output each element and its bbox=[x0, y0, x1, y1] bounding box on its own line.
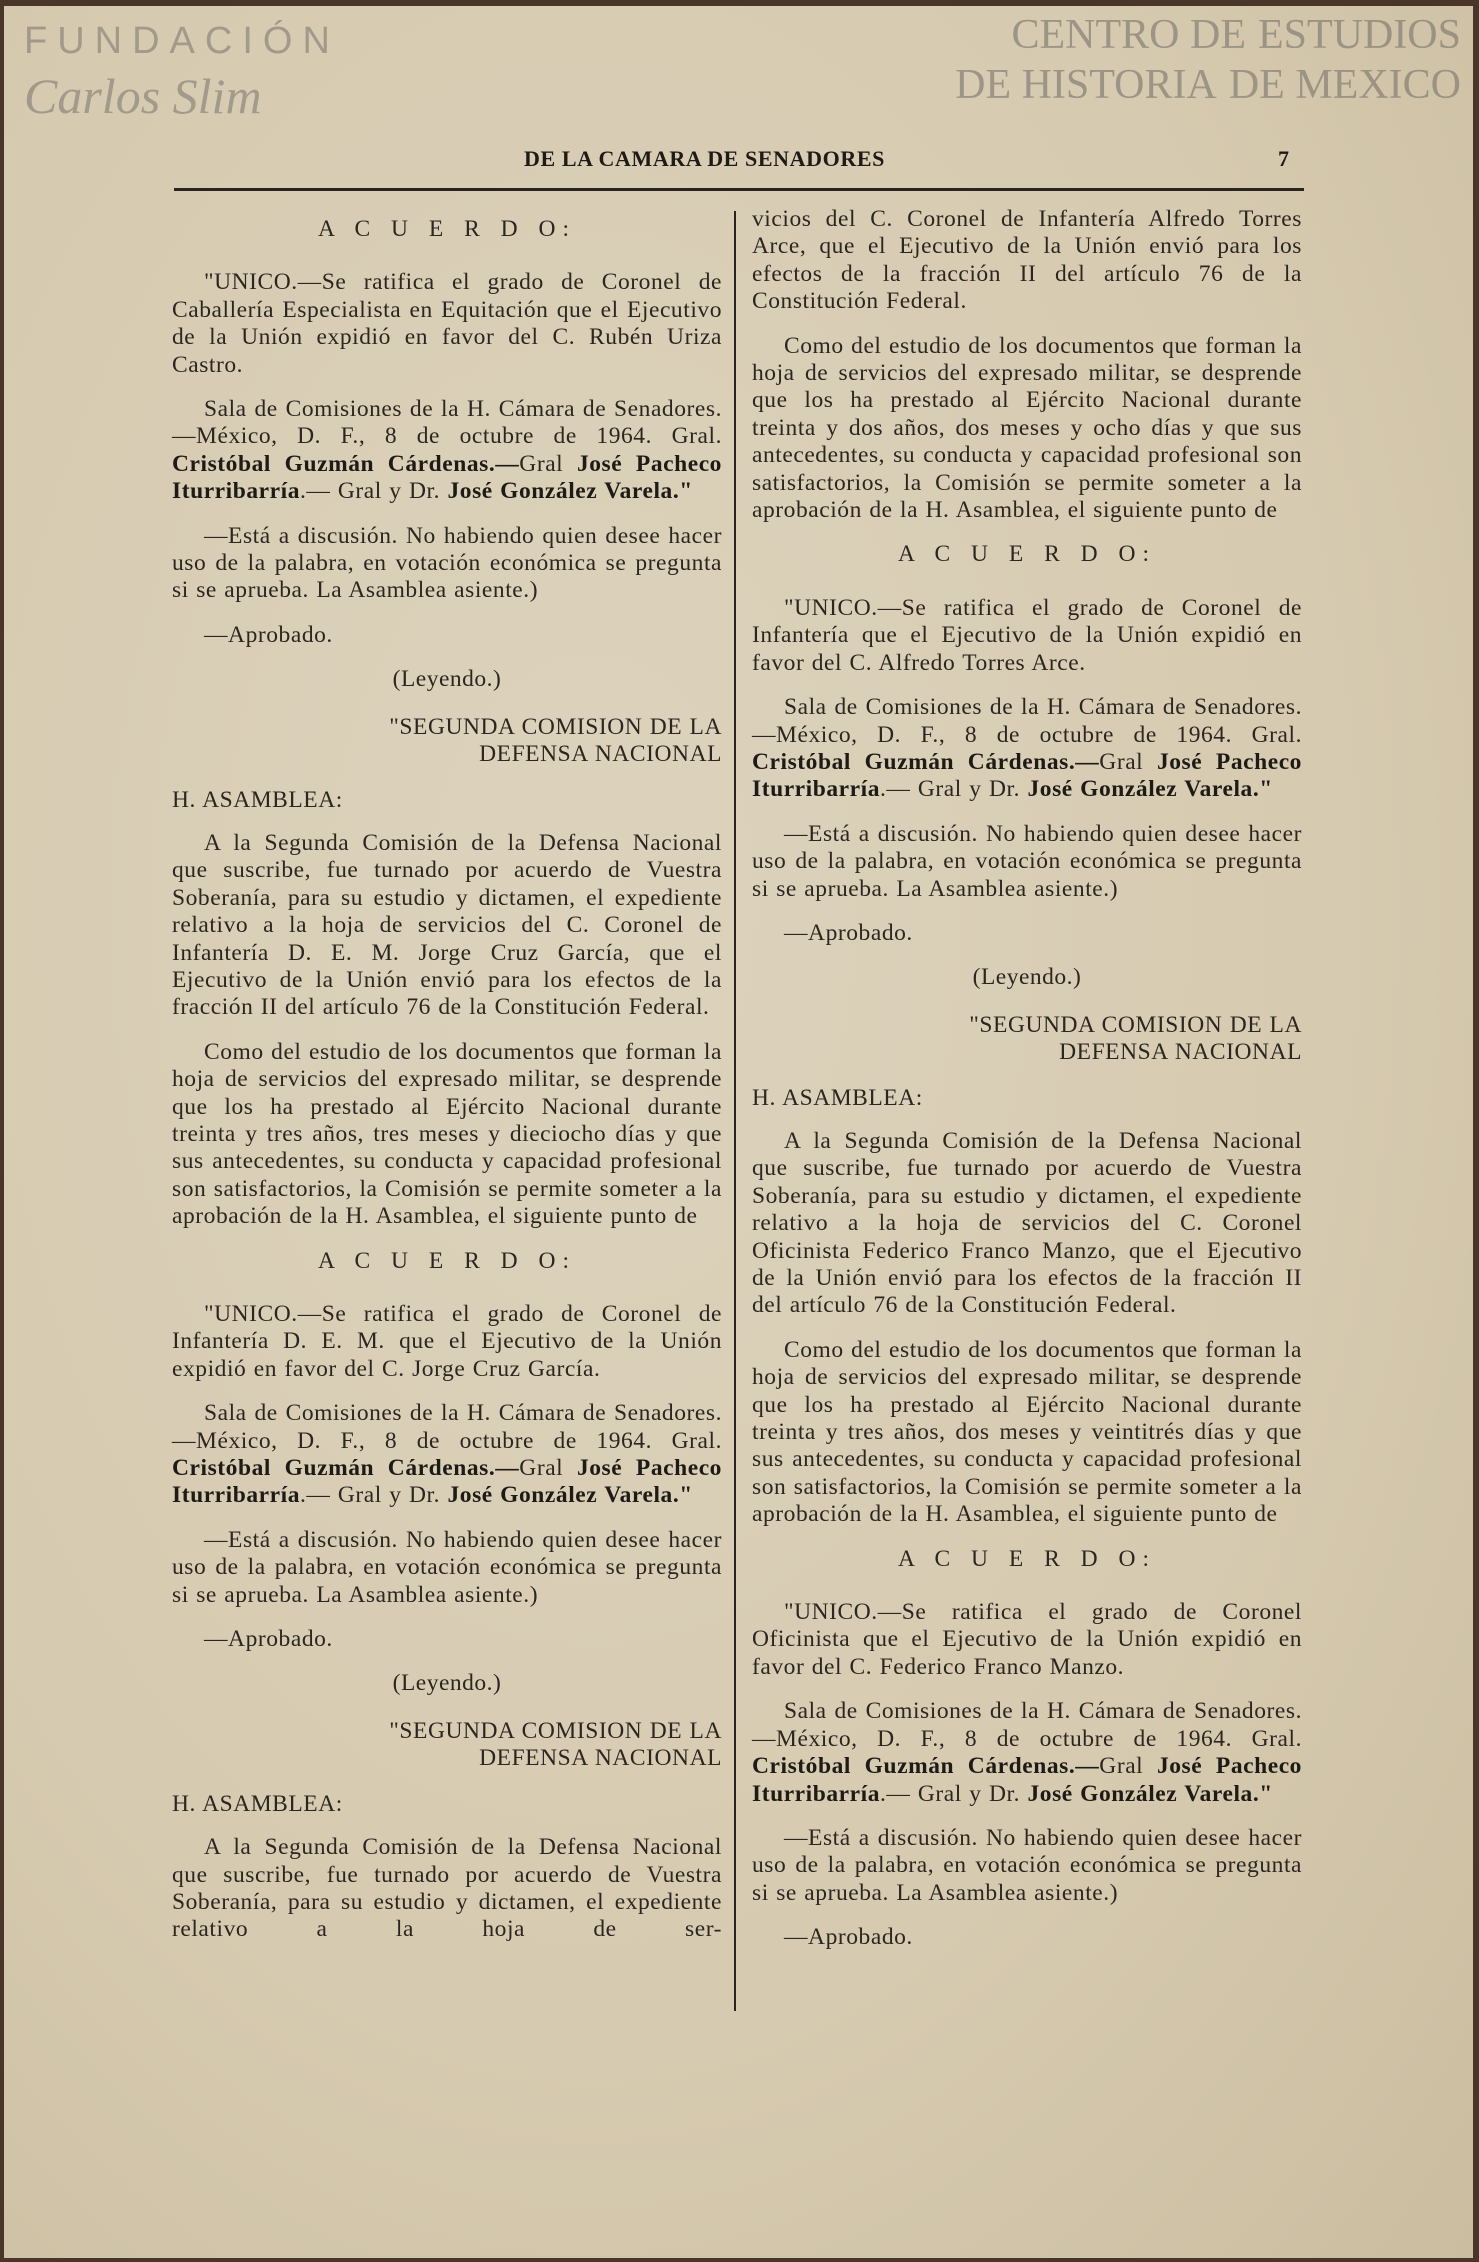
paragraph: —Está a discusión. No habiendo quien desee hacer uso de la palabra, en votación económica se pregunta si se aprueba. La Asamblea asiente.) bbox=[752, 1824, 1302, 1906]
text-segment: Sala de Comisiones de la H. Cámara de Senadores.—México, D. F., 8 de octubre de 1964. Gral. bbox=[172, 396, 722, 450]
signatory-name: Cristóbal Guzmán Cárdenas.— bbox=[752, 1753, 1100, 1780]
title-line: DEFENSA NACIONAL bbox=[1059, 1039, 1302, 1066]
title-line: DEFENSA NACIONAL bbox=[479, 741, 722, 768]
paragraph: vicios del C. Coronel de Infantería Alfredo Torres Arce, que el Ejecutivo de la Unión envió para los efectos de la fracción II del artículo 76 de la Constitución Federal. bbox=[752, 206, 1302, 315]
paragraph: Como del estudio de los documentos que forman la hoja de servicios del expresado militar, se desprende que los ha prestado al Ejército Nacional durante treinta y dos años, dos meses y ocho días y que sus antecedentes, su conducta y capacidad profesional son satisfactorios, la Comisión se permite someter a la aprobación de la H. Asamblea, el siguiente punto de bbox=[752, 332, 1302, 524]
text-segment: Sala de Comisiones de la H. Cámara de Senadores.—México, D. F., 8 de octubre de 1964. Gral. bbox=[752, 694, 1302, 748]
page-number: 7 bbox=[1278, 146, 1289, 171]
section-heading: A C U E R D O: bbox=[317, 1247, 577, 1274]
section-heading: A C U E R D O: bbox=[897, 541, 1157, 568]
paragraph: —Está a discusión. No habiendo quien desee hacer uso de la palabra, en votación económica se pregunta si se aprueba. La Asamblea asiente.) bbox=[752, 820, 1302, 902]
paragraph: —Está a discusión. No habiendo quien desee hacer uso de la palabra, en votación económica se pregunta si se aprueba. La Asamblea asiente.) bbox=[172, 522, 722, 604]
paragraph: A la Segunda Comisión de la Defensa Nacional que suscribe, fue turnado por acuerdo de Vuestra Soberanía, para su estudio y dictamen, el expediente relativo a la hoja de servicios del C. Coronel de Infantería D. E. M. Jorge Cruz García, que el Ejecutivo de la Unión envió para los efectos de la fracción II del artículo 76 de la Constitución Federal. bbox=[172, 829, 722, 1021]
right-column bbox=[752, 206, 1302, 1969]
signatory-name: José González Varela." bbox=[1027, 776, 1273, 803]
paragraph: "UNICO.—Se ratifica el grado de Coronel Oficinista que el Ejecutivo de la Unión expidió en favor del C. Federico Franco Manzo. bbox=[752, 1599, 1302, 1680]
paragraph: "UNICO.—Se ratifica el grado de Coronel de Caballería Especialista en Equitación que el Ejecutivo de la Unión expidió en favor del C. Rubén Uriza Castro. bbox=[172, 269, 722, 378]
paragraph: "UNICO.—Se ratifica el grado de Coronel de Infantería que el Ejecutivo de la Unión expidió en favor del C. Alfredo Torres Arce. bbox=[752, 594, 1302, 676]
reading-note: (Leyendo.) bbox=[392, 1670, 502, 1697]
text-segment: Gral bbox=[1099, 748, 1157, 775]
watermark-line: DE HISTORIA bbox=[955, 62, 1217, 108]
reading-note: (Leyendo.) bbox=[972, 964, 1082, 991]
watermark-line: DE MEXICO bbox=[1228, 62, 1461, 108]
reading-note: (Leyendo.) bbox=[392, 666, 502, 693]
column-divider bbox=[734, 211, 736, 2011]
document-page bbox=[4, 6, 1473, 2258]
title-line: "SEGUNDA COMISION DE LA bbox=[389, 713, 722, 740]
signature-paragraph bbox=[752, 694, 1302, 804]
title-line: "SEGUNDA COMISION DE LA bbox=[389, 1717, 722, 1744]
text-segment: .— Gral y Dr. bbox=[300, 478, 448, 505]
signatory-name: José Pacheco Iturribarría bbox=[752, 1753, 1302, 1807]
signature-paragraph bbox=[172, 396, 722, 506]
signatory-name: José Pacheco Iturribarría bbox=[752, 748, 1302, 803]
signatory-name: José González Varela." bbox=[447, 1482, 693, 1509]
signatory-name: José Pacheco Iturribarría bbox=[172, 450, 722, 505]
section-heading: A C U E R D O: bbox=[317, 216, 577, 242]
section-heading: A C U E R D O: bbox=[897, 1545, 1157, 1572]
text-segment: .— Gral y Dr. bbox=[300, 1482, 448, 1509]
text-segment: .— Gral y Dr. bbox=[880, 1780, 1028, 1807]
watermark-row bbox=[943, 10, 1461, 60]
text-segment: Gral bbox=[519, 450, 577, 477]
text-segment: Sala de Comisiones de la H. Cámara de Senadores.—México, D. F., 8 de octubre de 1964. Gral. bbox=[172, 1400, 722, 1454]
watermark-line: CENTRO DE bbox=[1011, 12, 1246, 58]
signatory-name: Cristóbal Guzmán Cárdenas.— bbox=[752, 748, 1100, 775]
watermark-foundation: FUNDACIÓN bbox=[24, 20, 340, 62]
commission-title bbox=[752, 1012, 1302, 1067]
text-segment: .— Gral y Dr. bbox=[880, 776, 1028, 803]
signatory-name: José González Varela." bbox=[447, 478, 693, 505]
title-line: DEFENSA NACIONAL bbox=[479, 1745, 722, 1772]
left-column bbox=[172, 206, 722, 1961]
paragraph: A la Segunda Comisión de la Defensa Nacional que suscribe, fue turnado por acuerdo de Vuestra Soberanía, para su estudio y dictamen, el expediente relativo a la hoja de ser- bbox=[172, 1834, 722, 1943]
signatory-name: Cristóbal Guzmán Cárdenas.— bbox=[172, 450, 520, 477]
paragraph: Como del estudio de los documentos que forman la hoja de servicios del expresado militar, se desprende que los ha prestado al Ejército Nacional durante treinta y tres años, dos meses y veintitrés días y que sus antecedentes, su conducta y capacidad profesional son satisfactorios, la Comisión se permite someter a la aprobación de la H. Asamblea, el siguiente punto de bbox=[752, 1336, 1302, 1528]
commission-title bbox=[172, 714, 722, 769]
watermark-signature: Carlos Slim bbox=[24, 68, 262, 124]
signatory-name: Cristóbal Guzmán Cárdenas.— bbox=[172, 1455, 520, 1482]
watermark-row bbox=[943, 60, 1461, 110]
salutation: H. ASAMBLEA: bbox=[172, 786, 343, 813]
title-line: "SEGUNDA COMISION DE LA bbox=[969, 1011, 1302, 1038]
text-segment: Sala de Comisiones de la H. Cámara de Senadores.—México, D. F., 8 de octubre de 1964. Gral. bbox=[752, 1698, 1302, 1752]
commission-title bbox=[172, 1718, 722, 1773]
paragraph: A la Segunda Comisión de la Defensa Nacional que suscribe, fue turnado por acuerdo de Vuestra Soberanía, para su estudio y dictamen, el expediente relativo a la hoja de servicios del C. Coronel Oficinista Federico Franco Manzo, que el Ejecutivo de la Unión envió para los efectos de la fracción II del artículo 76 de la Constitución Federal. bbox=[752, 1127, 1302, 1319]
paragraph: "UNICO.—Se ratifica el grado de Coronel de Infantería D. E. M. que el Ejecutivo de la Unión expidió en favor del C. Jorge Cruz García. bbox=[172, 1301, 722, 1382]
running-header: DE LA CAMARA DE SENADORES bbox=[524, 146, 885, 171]
salutation: H. ASAMBLEA: bbox=[172, 1790, 343, 1817]
paragraph: Como del estudio de los documentos que forman la hoja de servicios del expresado militar, se desprende que los ha prestado al Ejército Nacional durante treinta y tres años, tres meses y dieciocho días y que sus antecedentes, su conducta y capacidad profesional son satisfactorios, la Comisión se permite someter a la aprobación de la H. Asamblea, el siguiente punto de bbox=[172, 1038, 722, 1230]
signatory-name: José Pacheco Iturribarría bbox=[172, 1455, 722, 1509]
watermark-institution bbox=[943, 10, 1461, 110]
text-segment: Gral bbox=[519, 1455, 577, 1482]
signatory-name: José González Varela." bbox=[1027, 1780, 1273, 1807]
paragraph: —Aprobado. bbox=[204, 1626, 333, 1653]
signature-paragraph bbox=[752, 1698, 1302, 1808]
text-segment: Gral bbox=[1099, 1753, 1157, 1780]
paragraph: —Aprobado. bbox=[784, 1924, 913, 1951]
watermark-line: ESTUDIOS bbox=[1257, 12, 1461, 58]
salutation: H. ASAMBLEA: bbox=[752, 1084, 923, 1111]
paragraph: —Aprobado. bbox=[204, 621, 333, 648]
signature-paragraph bbox=[172, 1400, 722, 1510]
paragraph: —Está a discusión. No habiendo quien desee hacer uso de la palabra, en votación económica se pregunta si se aprueba. La Asamblea asiente.) bbox=[172, 1526, 722, 1608]
header-rule bbox=[174, 188, 1304, 191]
paragraph: —Aprobado. bbox=[784, 919, 913, 946]
